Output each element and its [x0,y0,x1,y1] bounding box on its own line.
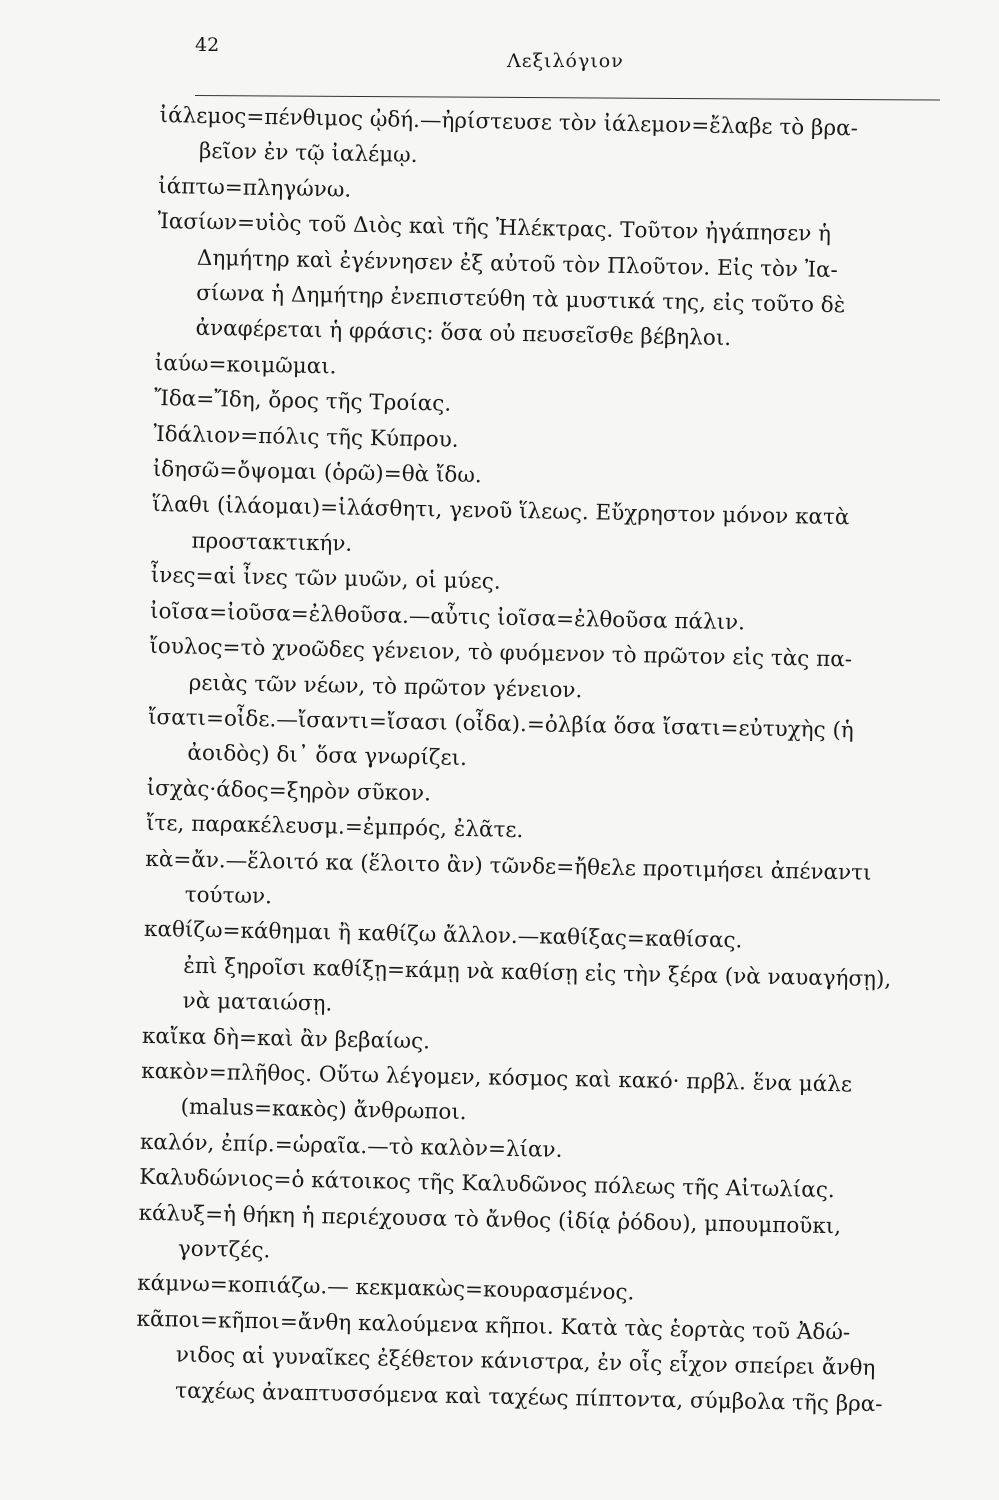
running-title: Λεξιλόγιον [507,50,624,72]
entry-line: ἀναφέρεται ἡ φράσις: ὅσα οὐ πευσεῖσθε βέβηλοι. [195,316,732,352]
entry-line: ἵλαθι (ἱλάομαι)=ἱλάσθητι, γενοῦ ἵλεως. Εὔχρηστον μόνον κατὰ [151,492,850,531]
entry-line: Ἰδάλιον=πόλις τῆς Κύπρου. [153,421,459,453]
entry-line: καλόν, ἐπίρ.=ὡραῖα.—τὸ καλὸν=λίαν. [139,1129,563,1163]
glossary-text [135,98,950,1423]
glossary-entry [155,204,948,361]
entry-line: νὰ ματαιώσῃ. [182,988,333,1017]
page-header [195,30,940,100]
entry-line: (malus=κακὸς) ἄνθρωποι. [180,1094,467,1126]
page-number: 42 [195,34,220,56]
glossary-entry [142,912,934,1033]
entry-line: κάλυξ=ἡ θήκη ἡ περιέχουσα τὸ ἄνθος (ἰδίᾳ ῥόδου), μπουμποῦκι, [138,1200,842,1239]
entry-line: ρειὰς τῶν νέων, τὸ πρῶτον γένειον. [188,670,583,703]
entry-line: Ἴδα=Ἴδη, ὄρος τῆς Τροίας. [153,386,452,417]
entry-line: καθίζω=κάθημαι ἢ καθίζω ἄλλον.—καθίξας=καθίσας. [143,917,743,954]
entry-line: προστακτικήν. [191,528,353,557]
entry-line: ἴτε, παρακέλευσμ.=ἐμπρός, ἐλᾶτε. [145,810,524,844]
entry-line: ἰοῖσα=ἰοῦσα=ἐλθοῦσα.—αὖτις ἰοῖσα=ἐλθοῦσα πάλιν. [149,598,746,636]
entry-line: ἐπὶ ξηροῖσι καθίξῃ=κάμῃ νὰ καθίσῃ εἰς τὴν ξέρα (νὰ ναυαγήσῃ), [183,953,892,992]
entry-line: Δημήτηρ καὶ ἐγέννησεν ἐξ αὐτοῦ τὸν Πλοῦτον. Εἰς τὸν Ἰα- [196,245,839,283]
entry-line: ταχέως ἀναπτυσσόμενα καὶ ταχέως πίπτοντα, σύμβολα τῆς βρα- [174,1378,883,1417]
entry-line: νιδος αἱ γυναῖκες ἐξέθετον κάνιστρα, ἐν οἷς εἶχον σπείρει ἄνθη [175,1342,876,1382]
entry-line: ἰσχὰς·άδος=ξηρὸν σῦκον. [146,775,432,807]
entry-line: κᾶποι=κῆποι=ἄνθη καλούμενα κῆποι. Κατὰ τὰς ἑορτὰς τοῦ Ἀδώ- [136,1306,851,1346]
entry-line: ἰαύω=κοιμῶμαι. [154,350,337,380]
entry-line: τούτων. [184,882,273,910]
entry-line: ἴουλος=τὸ χνοῶδες γένειον, τὸ φυόμενον τὸ πρῶτον εἰς τὰς πα- [149,633,853,673]
header-rule [195,95,940,101]
entry-line: ἀοιδὸς) δι᾽ ὅσα γνωρίζει. [187,740,468,772]
entry-line: σίωνα ἡ Δημήτηρ ἐνεπιστεύθη τὰ μυστικά της, εἰς τοῦτο δὲ [196,280,846,319]
entry-line: ἴσατι=οἶδε.—ἴσαντι=ἴσασι (οἶδα).=ὀλβία ὅσα ἴσατι=εὐτυχὴς (ἡ [147,704,854,744]
entry-line: καἴκα δὴ=καὶ ἂν βεβαίως. [141,1023,431,1054]
entry-line: ἶνες=αἱ ἶνες τῶν μυῶν, οἱ μύες. [150,563,501,595]
entry-line: ἰάπτω=πληγώνω. [158,173,352,203]
entry-line: βεῖον ἐν τῷ ἰαλέμῳ. [198,139,418,169]
glossary-entry [135,1302,927,1423]
entry-line: κὰ=ἄν.—ἕλοιτό κα (ἕλοιτο ἂν) τῶνδε=ἤθελε προτιμήσει ἀπέναντι [145,846,872,886]
entry-line: Ἰασίων=υἱὸς τοῦ Διὸς καὶ τῆς Ἠλέκτρας. Τοῦτον ἠγάπησεν ἡ [157,209,832,248]
entry-line: Καλυδώνιος=ὁ κάτοικος τῆς Καλυδῶνος πόλεως τῆς Αἰτωλίας. [139,1164,835,1204]
entry-line: κακὸν=πλῆθος. Οὕτω λέγομεν, κόσμος καὶ κακό· πρβλ. ἕνα μάλε [141,1058,853,1098]
entry-line: κάμνω=κοπιάζω.— κεκμακὼς=κουρασμένος. [136,1271,635,1306]
entry-line: ἰάλεμος=πένθιμος ᾠδή.—ἠρίστευσε τὸν ἰάλεμον=ἔλαβε τὸ βρα- [159,102,859,142]
entry-line: γοντζές. [177,1236,271,1264]
entry-line: ἰδησῶ=ὄψομαι (ὁρῶ)=θὰ ἴδω. [152,456,482,489]
